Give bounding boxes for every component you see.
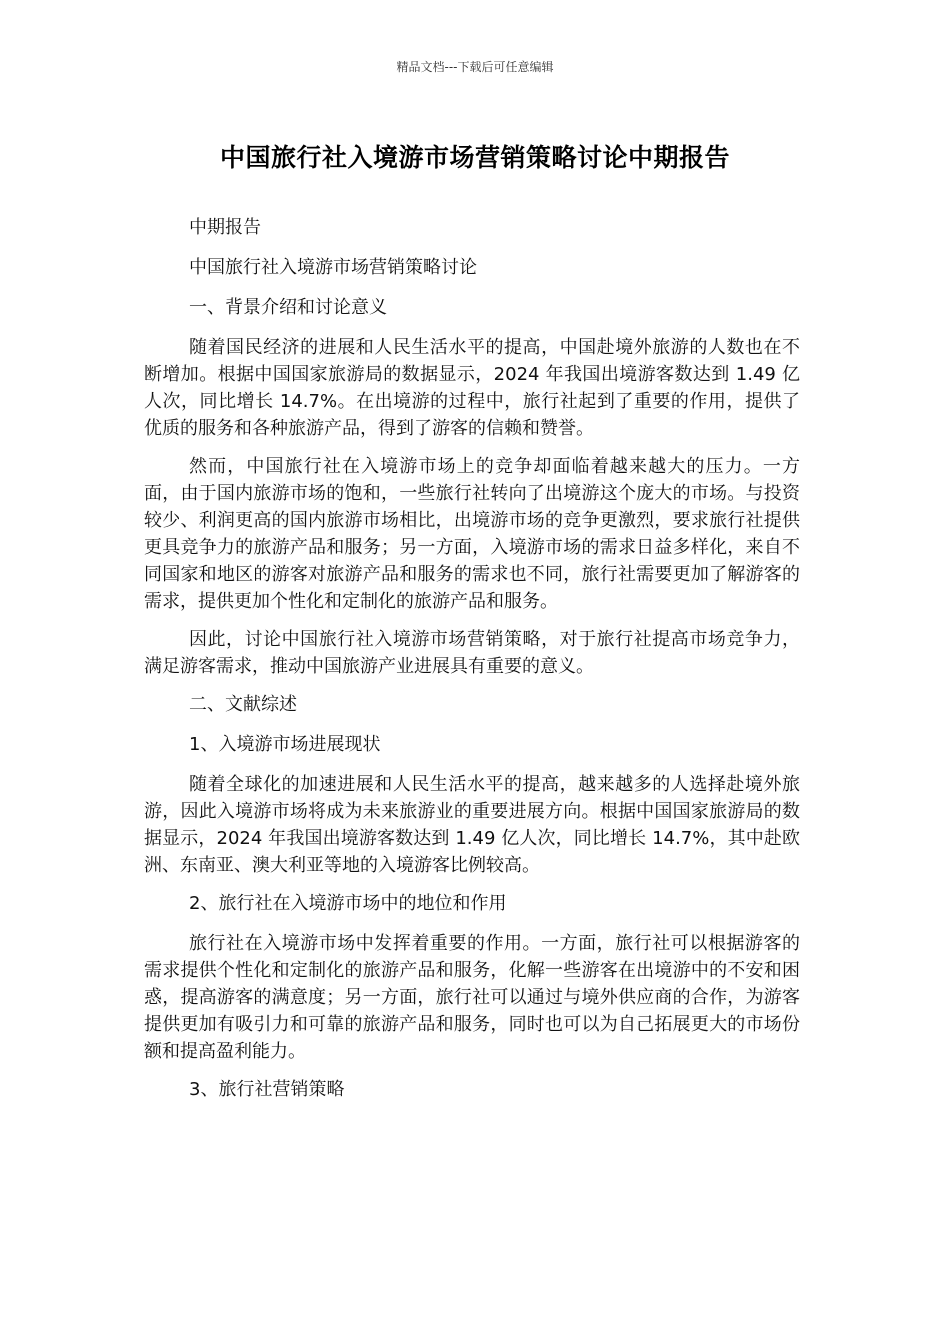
document-body (144, 214, 800, 1116)
section-heading-background: 一、背景介绍和讨论意义 (189, 297, 387, 318)
document-title: 中国旅行社入境游市场营销策略讨论中期报告 (219, 143, 730, 172)
header-note: 精品文档---下载后可任意编辑 (396, 60, 554, 74)
subsection-heading-agency-role: 2、旅行社在入境游市场中的地位和作用 (189, 893, 507, 914)
section-heading-literature: 二、文献综述 (189, 694, 297, 715)
report-subtitle: 中国旅行社入境游市场营销策略讨论 (189, 257, 477, 278)
body-paragraph: 然而，中国旅行社在入境游市场上的竞争却面临着越来越大的压力。一方面，由于国内旅游市场的饱和，一些旅行社转向了出境游这个庞大的市场。与投资较少、利润更高的国内旅游市场相比，出境游市场的竞争更激烈，要求旅行社提供更具竞争力的旅游产品和服务；另一方面，入境游市场的需求日益多样化，来自不同国家和地区的游客对旅游产品和服务的需求也不同，旅行社需要更加了解游客的需求，提供更加个性化和定制化的旅游产品和服务。 (144, 456, 800, 612)
subsection-heading-marketing-strategy: 3、旅行社营销策略 (189, 1079, 345, 1100)
body-paragraph: 旅行社在入境游市场中发挥着重要的作用。一方面，旅行社可以根据游客的需求提供个性化和定制化的旅游产品和服务，化解一些游客在出境游中的不安和困惑，提高游客的满意度；另一方面，旅行社可以通过与境外供应商的合作，为游客提供更加有吸引力和可靠的旅游产品和服务，同时也可以为自己拓展更大的市场份额和提高盈利能力。 (144, 933, 800, 1062)
body-paragraph: 随着全球化的加速进展和人民生活水平的提高，越来越多的人选择赴境外旅游，因此入境游市场将成为未来旅游业的重要进展方向。根据中国国家旅游局的数据显示，2024 年我国出境游客数达到 1.49 亿人次，同比增长 14.7%，其中赴欧洲、东南亚、澳大利亚等地的入境游客比例较高。 (144, 774, 800, 876)
body-paragraph: 因此，讨论中国旅行社入境游市场营销策略，对于旅行社提高市场竞争力，满足游客需求，推动中国旅游产业进展具有重要的意义。 (144, 629, 800, 677)
body-paragraph: 随着国民经济的进展和人民生活水平的提高，中国赴境外旅游的人数也在不断增加。根据中国国家旅游局的数据显示，2024 年我国出境游客数达到 1.49 亿人次，同比增长 14.7%。在出境游的过程中，旅行社起到了重要的作用，提供了优质的服务和各种旅游产品，得到了游客的信赖和赞誉。 (144, 337, 800, 439)
report-label: 中期报告 (189, 217, 261, 238)
subsection-heading-market-status: 1、入境游市场进展现状 (189, 734, 381, 755)
